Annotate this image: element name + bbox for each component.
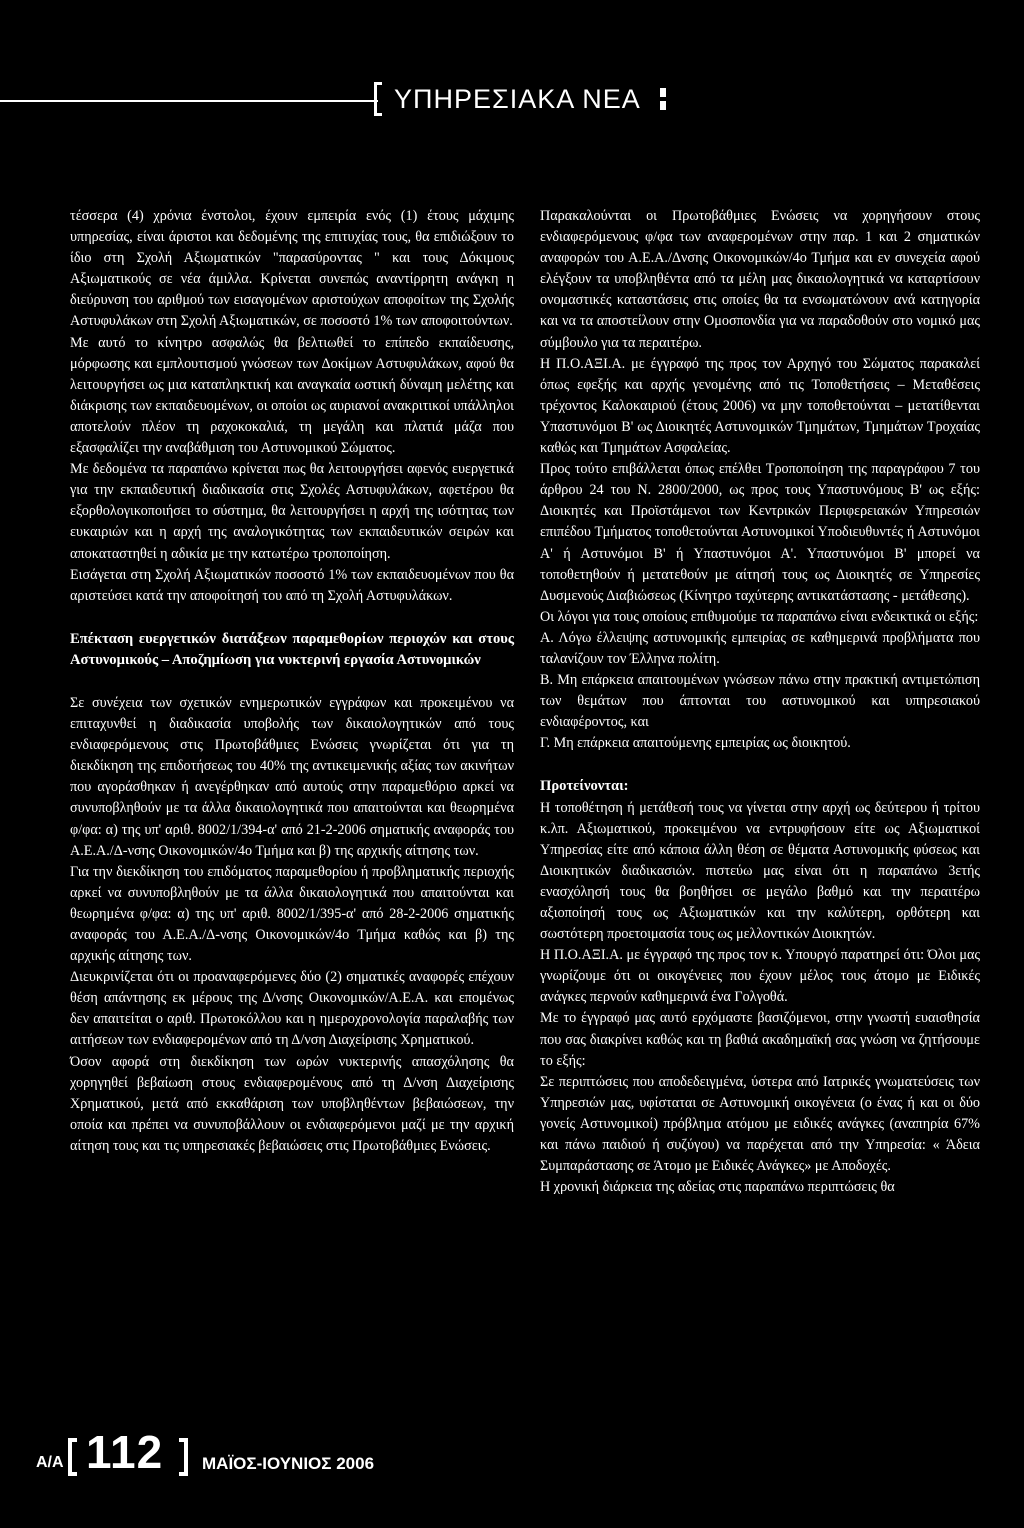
publication-label: Α/Α (36, 1454, 64, 1471)
right-column (540, 206, 980, 1198)
section-title: ΥΠΗΡΕΣΙΑΚΑ ΝΕΑ (394, 84, 641, 114)
list-item: Γ. Μη επάρκεια απαιτούμενης εμπειρίας ως διοικητού. (540, 735, 851, 752)
left-column (70, 206, 514, 1157)
header-marker-icon (660, 88, 666, 110)
paragraph: Η Π.Ο.ΑΞΙ.Α. με έγγραφό της προς τον κ. Υπουργό παρατηρεί ότι: Όλοι μας γνωρίζουμε ότι οι οικογένειες που έχουν μέλος τους άτομο με Ειδικές ανάγκες περνούν καθημερινά ένα Γολγοθά. (540, 947, 980, 1006)
paragraph: Παρακαλούνται οι Πρωτοβάθμιες Ενώσεις να χορηγήσουν στους ενδιαφερόμενους φ/φα των αναφερομένων στην παρ. 1 και 2 σηματικών αναφορών του Α.Ε.Α./Δνσης Οικονομικών/4ο Τμήμα και εν συνεχεία αφού ελέγξουν τα υποβληθέντα από τα μέλη μας δικαιολογητικά να καταρτίσουν ονομαστικές καταστάσεις στις οποίες θα τα ενσωματώνουν ανά κατηγορία και να τα αποστείλουν στην Ομοσπονδία για να παραδοθούν στο νομικό μας σύμβουλο για τα περαιτέρω. (540, 208, 980, 351)
list-item: Α. Λόγω έλλειψης αστυνομικής εμπειρίας σε καθημερινά προβλήματα που ταλανίζουν τον Έλληνα πολίτη. (540, 629, 980, 667)
footer-bracket-left (68, 1438, 77, 1476)
proposals-heading: Προτείνονται: (540, 778, 629, 795)
paragraph: Με αυτό το κίνητρο ασφαλώς θα βελτιωθεί το επίπεδο εκπαίδευσης, μόρφωσης και εμπλουτισμού γνώσεων των Δοκίμων Αστυφυλάκων, αφού θα λειτουργήσει ως μια καταπληκτική και αναγκαία ωστική δύναμη μελέτης και διάκρισης των εκπαιδευομένων, οι οποίοι ως αυριανοί ανακριτικοί υπάλληλοι αποτελούν πλέον τη ραχοκοκαλιά, τη μεγάλη και πλατιά μάζα που εξασφαλίζει την αναβάθμιση του Αστυνομικού Σώματος. (70, 334, 514, 457)
paragraph: Η Π.Ο.ΑΞΙ.Α. με έγγραφό της προς τον Αρχηγό του Σώματος παρακαλεί όπως εφεξής και αρχής γενομένης από τις Τοποθετήσεις – Μεταθέσεις τρέχοντος Καλοκαιριού (έτους 2006) να μην τοποθετούνται – μετατίθενται Υπαστυνόμοι Β' ως Διοικητές Αστυνομικών Τμημάτων, Τμημάτων Τροχαίας καθώς και Τμημάτων Ασφαλείας. (540, 355, 980, 457)
paragraph: Για την διεκδίκηση του επιδόματος παραμεθορίου ή προβληματικής περιοχής αρκεί να συνυποβληθούν με τα άλλα δικαιολογητικά που απαιτούνται και θεωρημένα φ/φα: α) της υπ' αριθ. 8002/1/395-α' από 28-2-2006 σηματικής αναφοράς του Α.Ε.Α./Δ-νσης Οικονομικών/4ο Τμήμα καθώς και β) της αρχικής αίτησης των. (70, 863, 514, 965)
paragraph: Όσον αφορά στη διεκδίκηση των ωρών νυκτερινής απασχόλησης θα χορηγηθεί βεβαίωση στους ενδιαφερομένους από τη Δ/νση Διαχείρισης Χρηματικού, μετά από εκκαθάριση των υποβληθέντων βεβαιώσεων, την οποία και πρέπει να συνυποβάλλουν οι ενδιαφερόμενοι μαζί με την αρχική αίτηση τους και τις υπηρεσιακές βεβαιώσεις στις Πρωτοβάθμιες Ενώσεις. (70, 1053, 514, 1154)
paragraph: Η χρονική διάρκεια της αδείας στις παραπάνω περιπτώσεις θα (540, 1179, 895, 1196)
paragraph: Διευκρινίζεται ότι οι προαναφερόμενες δύο (2) σηματικές αναφορές επέχουν θέση απάντησης εκ μέρους της Δ/νσης Οικονομικών/Α.Ε.Α. και επομένως δεν απαιτείται ο αριθ. Πρωτοκόλλου και η ημερoχρονολογία παραλαβής των αιτήσεων των ενδιαφερομένων από τη Δ/νση Διαχείρισης Χρηματικού. (70, 969, 514, 1049)
paragraph: Η τοποθέτηση ή μετάθεσή τους να γίνεται στην αρχή ως δεύτερου ή τρίτου κ.λπ. Αξιωματικού, προκειμένου να εντρυφήσουν είτε ως Αξιωματικοί Υπηρεσίας είτε από κάποια άλλη θέση σε θέματα Αστυνομικής φύσεως και Διοικητικών διαδικασιών. πιστεύω μας είναι ότι η παραπάνω 3ετής ενασχόλησή τους θα βοηθήσει σε μεγάλο βαθμό και την περαιτέρω αξιοποίησή τους ως Αξιωματικών και την καλύτερη, ορθότερη και σωστότερη προετοιμασία τους ως μελλοντικών Διοικητών. (540, 799, 980, 943)
paragraph: Προς τούτο επιβάλλεται όπως επέλθει Τροποποίηση της παραγράφου 7 του άρθρου 24 του Ν. 2800/2000, ως προς τους Υπαστυνόμους Β' ως εξής: Διοικητές και Προϊστάμενοι των Κεντρικών Περιφερειακών Υπηρεσιών επιπέδου Τμήματος τοποθετούνται Αστυνομικοί Υποδιευθυντές ή Αστυνόμοι Α' ή Αστυνόμοι Β' ή Υπαστυνόμοι Α'. Υπαστυνόμοι Β' μπορεί να τοποθετηθούν ή μετατεθούν με αίτησή τους ως Διοικητές σε Υπηρεσίες Δυσμενούς Διαβιώσεως (Κίνητρο ταχύτερης αντικατάστασης - μετάθεσης). (540, 461, 980, 604)
page-number: 112 (86, 1426, 164, 1478)
header-bracket (374, 82, 382, 116)
paragraph: Εισάγεται στη Σχολή Αξιωματικών ποσοστό 1% των εκπαιδευομένων που θα αριστεύσει κατά την αποφοίτησή του από τη Σχολή Αστυφυλάκων. (70, 566, 514, 604)
paragraph: τέσσερα (4) χρόνια ένστολοι, έχουν εμπειρία ενός (1) έτους μάχιμης υπηρεσίας, είναι άριστοι και δεδομένης της επιτυχίας τους, θα επιδιώξουν το ίδιο στη Σχολή Αξιωματικών "παρασύροντας " και τους Δόκιμους Αξιωματικούς σε νέα άμιλλα. Κρίνεται συνεπώς αναντίρρητη ανάγκη η διεύρυνση του αριθμού των εισαγομένων αριστούχων αποφοίτων της Σχολής Αστυφυλάκων στη Σχολή Αξιωματικών, σε ποσοστό 1% των αποφοιτούντων. (70, 208, 514, 330)
paragraph: Σε περιπτώσεις που αποδεδειγμένα, ύστερα από Ιατρικές γνωματεύσεις των Υπηρεσιών μας, υφίσταται σε Αστυνομική οικογένεια (ο ένας ή και οι δύο γονείς Αστυνομικοί) πρόβλημα ατόμου με ειδικές ανάγκες (αναπηρία 67% και πάνω παιδιού ή συζύγου) να παρέχεται από την Υπηρεσία: « Άδεια Συμπαράστασης σε Άτομο με Ειδικές Ανάγκες» με Αποδοχές. (540, 1073, 980, 1175)
header-rule (0, 100, 378, 102)
paragraph: Με το έγγραφό μας αυτό ερχόμαστε βασιζόμενοι, στην γνωστή ευαισθησία που σας διακρίνει καθώς και τη βαθιά ακαδημαϊκή σας γνώση να ζητήσουμε το εξής: (540, 1010, 980, 1069)
section-heading: Επέκταση ευεργετικών διατάξεων παραμεθορίων περιοχών και στους Αστυνομικούς – Αποζημίωση για νυκτερινή εργασία Αστυνομικών (70, 630, 514, 668)
paragraph: Οι λόγοι για τους οποίους επιθυμούμε τα παραπάνω είναι ενδεικτικά οι εξής: (540, 608, 979, 625)
paragraph: Σε συνέχεια των σχετικών ενημερωτικών εγγράφων και προκειμένου να επιταχυνθεί η διαδικασία υποβολής των δικαιολογητικών από τους ενδιαφερόμενους στις Πρωτοβάθμιες Ενώσεις γνωρίζεται ότι για τη διεκδίκηση της επιδοτήσεως του 40% της αντικειμενικής αξίας των ακινήτων που αγοράσθηκαν ή ανεγέρθηκαν από αυτούς στην παραμεθόριο αρκεί να συνυποβληθούν με τα άλλα δικαιολογητικά που απαιτούνται και θεωρημένα φ/φα: α) της υπ' αριθ. 8002/1/394-α' από 21-2-2006 σηματικής αναφοράς του Α.Ε.Α./Δ-νσης Οικονομικών/4ο Τμήμα και β) της αρχικής αίτησης των. (70, 694, 514, 859)
issue-date: ΜΑΪΟΣ-ΙΟΥΝΙΟΣ 2006 (202, 1454, 375, 1473)
footer-bracket-right (179, 1438, 188, 1476)
paragraph: Με δεδομένα τα παραπάνω κρίνεται πως θα λειτουργήσει αφενός ευεργετικά για την εκπαιδευτική διαδικασία στις Σχολές Αστυφυλάκων, αφετέρου θα εξορθολογικοποιήσει το σύστημα, θα λειτουργήσει η αρχή της ισότητας των ευκαιριών και η αρχή της αναλογικότητας των εκπαιδευτικών σειρών και αποκαταστηθεί η αδικία με την κατωτέρω τροποποίηση. (70, 461, 514, 562)
list-item: Β. Μη επάρκεια απαιτουμένων γνώσεων πάνω στην πρακτική αντιμετώπιση των θεμάτων που άπτονται του αστυνομικού και υπηρεσιακού ενδιαφέροντος, και (540, 672, 980, 731)
